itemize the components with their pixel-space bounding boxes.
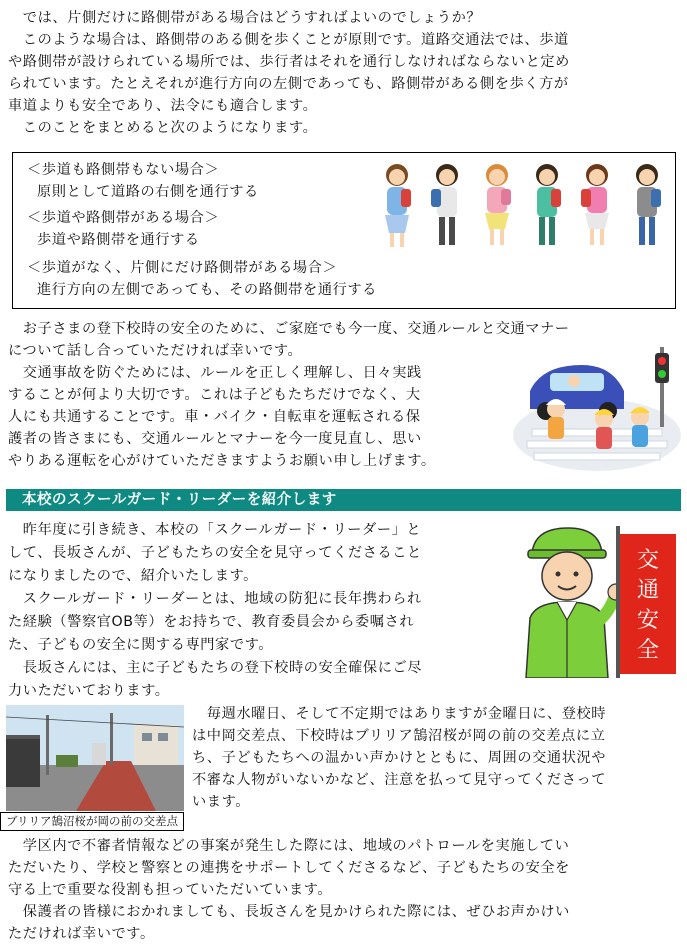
rule-heading: ＜歩道も路側帯もない場合＞ <box>27 162 220 178</box>
intersection-photo <box>6 705 184 811</box>
text-line: います。 <box>192 794 251 810</box>
text-line: 長坂さんには、主に子どもたちの登下校時の安全確保にご尽 <box>8 660 423 676</box>
text-line: になりましたので、紹介いたします。 <box>8 568 258 584</box>
text-line: は中岡交差点、下校時はブリリア鵠沼桜が岡の前の交差点に立 <box>192 728 606 744</box>
traffic-safety-flag <box>620 546 676 666</box>
text-line: 昨年度に引き続き、本校の「スクールガード・リーダー」と <box>8 522 422 538</box>
child-figure <box>594 409 614 449</box>
text-line: では、片側だけに路側帯がある場合はどうすればよいのでしょうか？ <box>8 10 482 26</box>
rule-heading: ＜歩道や路側帯がある場合＞ <box>27 210 220 226</box>
text-line: 人にも共通することです。車・バイク・自転車を運転される保 <box>8 409 421 425</box>
flag-char: 交 <box>636 548 659 573</box>
text-line: やりある運転を心がけていただきますようお願い申し上げます。 <box>8 453 436 469</box>
text-line: ただければ幸いです。 <box>8 926 155 942</box>
text-line: このような場合は、路側帯のある側を歩くことが原則です。道路交通法では、歩道 <box>8 32 569 48</box>
text-line: について話し合っていただければ幸いです。 <box>8 343 303 359</box>
text-line: お子さまの登下校時の安全のために、ご家庭でも今一度、交通ルールと交通マナー <box>8 321 570 337</box>
child-figure <box>431 164 458 245</box>
child-figure <box>581 164 609 245</box>
text-line: 毎週水曜日、そして不定期ではありますが金曜日に、登校時 <box>192 706 607 722</box>
summary-box <box>12 152 676 309</box>
text-line: ち、子どもたちへの温かい声かけとともに、周囲の交通状況や <box>192 750 607 766</box>
text-line: た、子どもの安全に関する専門家です。 <box>8 637 274 653</box>
child-figure <box>385 164 411 247</box>
flag-char: 全 <box>636 638 659 663</box>
rule-body: 進行方向の左側であっても、その路側帯を通行する <box>37 282 377 298</box>
text-line: た経験（警察官OB等）をお持ちで、教育委員会から委嘱され <box>8 614 415 630</box>
text-line: このことをまとめると次のようになります。 <box>8 120 318 136</box>
children-walking-illustration <box>375 159 671 253</box>
text-line: スクールガード・リーダーとは、地域の防犯に長年携わられ <box>8 591 422 607</box>
flag-char: 安 <box>636 608 659 633</box>
section-title: 本校のスクールガード・リーダーを紹介します <box>6 489 681 511</box>
text-line: 交通事故を防ぐためには、ルールを正しく理解し、日々実践 <box>8 365 422 381</box>
rule-heading: ＜歩道がなく、片側にだけ路側帯がある場合＞ <box>27 260 338 276</box>
child-figure <box>546 399 566 439</box>
text-line: 不審な人物がいないかなど、注意を払って見守ってくださって <box>192 772 607 788</box>
text-line: 守る上で重要な役割も担っていただいています。 <box>8 882 333 898</box>
school-guard-illustration <box>524 520 684 678</box>
text-line: することが何より大切です。これは子どもたちだけでなく、大 <box>8 387 421 403</box>
child-figure <box>630 407 650 447</box>
flag-char: 通 <box>636 578 659 603</box>
text-line: られています。たとえそれが進行方向の左側であっても、路側帯がある側を歩く方が <box>8 76 569 92</box>
text-line: 学区内で不審者情報などの事案が発生した際には、地域のパトロールを実施してい <box>8 838 570 854</box>
text-line: 力いただいております。 <box>8 683 170 699</box>
text-line: 車道よりも安全であり、法令にも適合します。 <box>8 98 318 114</box>
photo-caption: ブリリア鵠沼桜が岡の前の交差点 <box>0 812 184 831</box>
text-line: 護者の皆さまにも、交通ルールとマナーを今一度見直し、思い <box>8 431 422 447</box>
child-figure <box>485 164 511 245</box>
text-line: して、長坂さんが、子どもたちの安全を見守ってくださること <box>8 545 422 561</box>
text-line: ただいたり、学校と警察との連携をサポートしてくださるなど、子どもたちの安全を <box>8 860 570 876</box>
child-figure <box>636 164 661 245</box>
text-line: や路側帯が設けられている場所では、歩行者はそれを通行しなければならないと定め <box>8 54 570 70</box>
text-line: 保護者の皆様におかれましても、長坂さんを見かけられた際には、ぜひお声かけい <box>8 904 570 920</box>
rule-body: 歩道や路側帯を通行する <box>37 232 200 248</box>
child-figure <box>536 164 561 245</box>
rule-body: 原則として道路の右側を通行する <box>37 184 259 200</box>
crosswalk-illustration <box>512 343 682 473</box>
